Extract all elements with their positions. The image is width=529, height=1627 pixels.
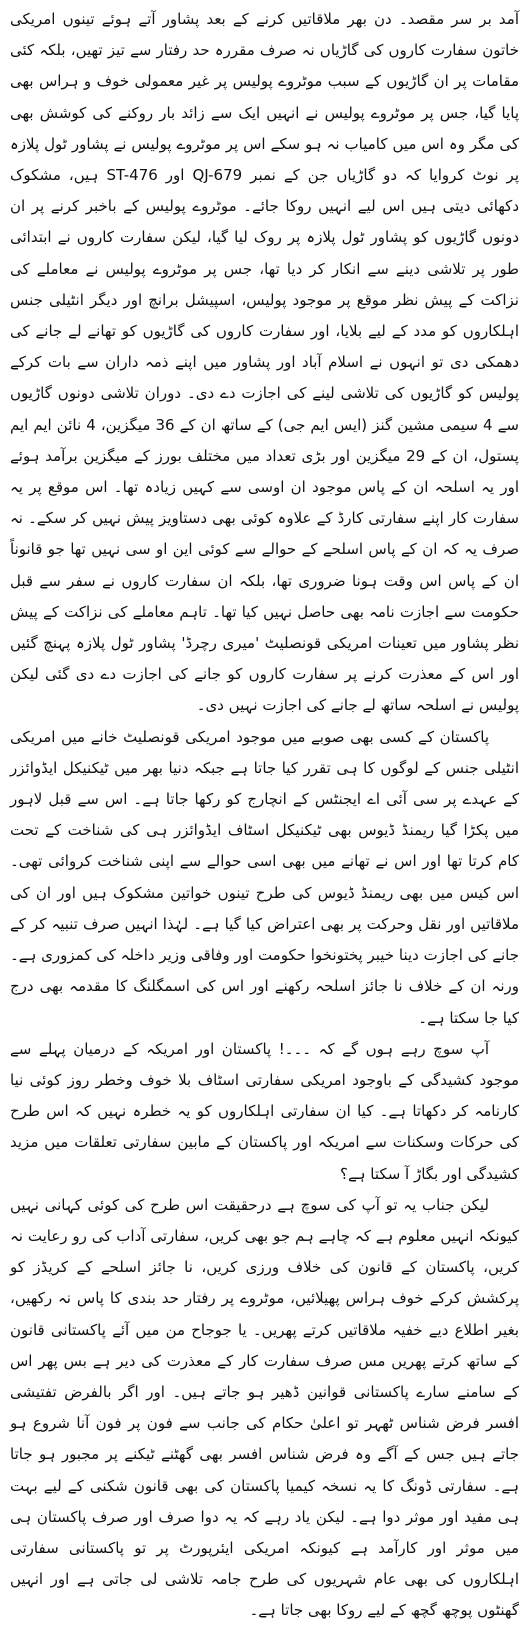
article-paragraph-4: لیکن جناب یہ تو آپ کی سوچ ہے درحقیقت اس طرح کی کوئی کہانی نہیں کیونکہ انہیں معلوم ہے کہ چاہے ہم جو بھی کریں، سفارتی آداب کی رو رعایت نہ کریں، پاکستان کے قانون کی خلاف ورزی کریں، نا جائز اسلحے کے کریڈز کو پرکشش کرکے خوف ہراس پھیلائیں، موٹروے پر رفتار حد بندی کا پاس نہ رکھیں، بغیر اطلاع دیے خفیہ ملاقاتیں کرتے پھریں۔ یا جوجاح من میں آئے پاکستانی قانون کے ساتھ کرتے پھریں مس صرف سفارت کار کے معذرت کی دیر ہے بس پھر اس کے سامنے سارے پاکستانی قوانین ڈھیر ہو جاتے ہیں۔ اور اگر بالفرض تفتیشی افسر فرض شناس ٹھہر تو اعلیٰ حکام کی جانب سے فون پر فون آنا شروع ہو جاتے ہیں جس کے آگے وہ فرض شناس افسر بھی گھٹنے ٹیکنے پر مجبور ہو جاتا ہے۔ سفارتی ڈونگ کا یہ نسخہ کیمیا پاکستان کی بھی قانون شکنی کے لیے بہت ہی مفید اور موثر دوا ہے۔ لیکن یاد رہے کہ یہ دوا صرف اور صرف پاکستان ہی میں موثر اور کارآمد ہے کیونکہ امریکی ایئرپورٹ پر تو پاکستانی سفارتی اہلکاروں کی بھی عام شہریوں کی طرح جامہ تلاشی لی جاتی ہے اور انہیں گھنٹوں پوچھ گچھ کے لیے روکا بھی جاتا ہے۔ [10, 1195, 519, 1620]
article-paragraph-3: آپ سوچ رہے ہوں گے کہ ۔۔۔! پاکستان اور امریکہ کے درمیان پہلے سے موجود کشیدگی کے باوجود امریکی سفارتی اسٹاف بلا خوف وخطر روز کوئی نیا کارنامہ کر دکھاتا ہے۔ کیا ان سفارتی اہلکاروں کو یہ خطرہ نہیں کہ اس طرح کی حرکات وسکنات سے امریکہ اور پاکستان کے مابین سفارتی تعلقات میں مزید کشیدگی اور بگاڑ آ سکتا ہے؟ [10, 1039, 519, 1183]
article-paragraph-2: پاکستان کے کسی بھی صوبے میں موجود امریکی قونصلیٹ خانے میں امریکی انٹیلی جنس کے لوگوں کا ہی تقرر کیا جاتا ہے جبکہ دنیا بھر میں ٹیکنیکل ایڈوائزر کے عہدے پر سی آئی اے ایجنٹس کے انچارج کو رکھا جاتا ہے۔ اس سے قبل لاہور میں پکڑا گیا ریمنڈ ڈیوس بھی ٹیکنیکل اسٹاف ایڈوائزر ہی کی شناخت کے تحت کام کرتا تھا اور اس نے تھانے میں بھی اسی حوالے سے اپنی شناخت کروائی تھی۔ اس کیس میں بھی ریمنڈ ڈیوس کی طرح تینوں خواتین مشکوک ہیں اور ان کی ملاقاتیں اور نقل وحرکت پر بھی اعتراض کیا گیا ہے۔ لہٰذا انہیں صرف تنبیہ کر کے جانے کی اجازت دینا خیبر پختونخوا حکومت اور وفاقی وزیر داخلہ کی کمزوری ہے۔ ورنہ ان کے خلاف نا جائز اسلحہ رکھنے اور اس کی اسمگلنگ کا مقدمہ بھی درج کیا جا سکتا ہے۔ [10, 727, 519, 1027]
urdu-article [10, 4, 519, 1627]
article-paragraph-1: آمد بر سر مقصد۔ دن بھر ملاقاتیں کرنے کے بعد پشاور آتے ہوئے تینوں امریکی خاتون سفارت کاروں کی گاڑیاں نہ صرف مقررہ حد رفتار سے تیز تھیں، بلکہ کئی مقامات پر ان گاڑیوں کے سبب موٹروے پولیس پر غیر معمولی خوف و ہراس بھی پایا گیا، جس پر موٹروے پولیس نے انہیں ایک سے زائد بار روکنے کی کوشش بھی کی مگر وہ اس میں کامیاب نہ ہو سکے اس پر موٹروے پولیس نے پشاور ٹول پلازہ پر نوٹ کروایا کہ دو گاڑیاں جن کے نمبر QJ-679 اور ST-476 ہیں، مشکوک دکھائی دیتی ہیں اس لیے انہیں روکا جائے۔ موٹروے پولیس کے باخبر کرنے پر ان دونوں گاڑیوں کو پشاور ٹول پلازہ پر روک لیا گیا، لیکن سفارت کاروں نے ابتدائی طور پر تلاشی دینے سے انکار کر دیا تھا، جس پر موٹروے پولیس نے معاملے کی نزاکت کے پیش نظر موقع پر موجود پولیس، اسپیشل برانچ اور دیگر انٹیلی جنس اہلکاروں کو مدد کے لیے بلایا، اور سفارت کاروں کی گاڑیوں کو تھانے لے جانے کی دھمکی دی تو انہوں نے اسلام آباد اور پشاور میں اپنے ذمہ داران سے بات کرکے پولیس کو گاڑیوں کی تلاشی لینے کی اجازت دے دی۔ دوران تلاشی دونوں گاڑیوں سے 4 سیمی مشین گنز (ایس ایم جی) کے ساتھ ان کے 36 میگزین، 4 نائن ایم ایم پستول، ان کے 29 میگزین اور بڑی تعداد میں مختلف بورز کے میگزین برآمد ہوئے اور یہ اسلحہ ان کے پاس موجود ان اوسی سے کہیں زیادہ تھا۔ اس موقع پر یہ سفارت کار اپنے سفارتی کارڈ کے علاوہ کوئی بھی دستاویز پیش نہیں کر سکے۔ نہ صرف یہ کہ ان کے پاس اسلحے کے حوالے سے کوئی این او سی نہیں تھا جو قانوناً ان کے پاس اس وقت ہونا ضروری تھا، بلکہ ان سفارت کاروں نے سفر سے قبل حکومت سے اجازت نامہ بھی حاصل نہیں کیا تھا۔ تاہم معاملے کی نزاکت کے پیش نظر پشاور میں تعینات امریکی قونصلیٹ 'میری رچرڈ' پشاور ٹول پلازہ پہنچ گئیں اور اس کے معذرت کرنے پر سفارت کاروں کو جانے کی اجازت دے دی گئی لیکن پولیس نے اسلحہ ساتھ لے جانے کی اجازت نہیں دی۔ [10, 10, 519, 715]
